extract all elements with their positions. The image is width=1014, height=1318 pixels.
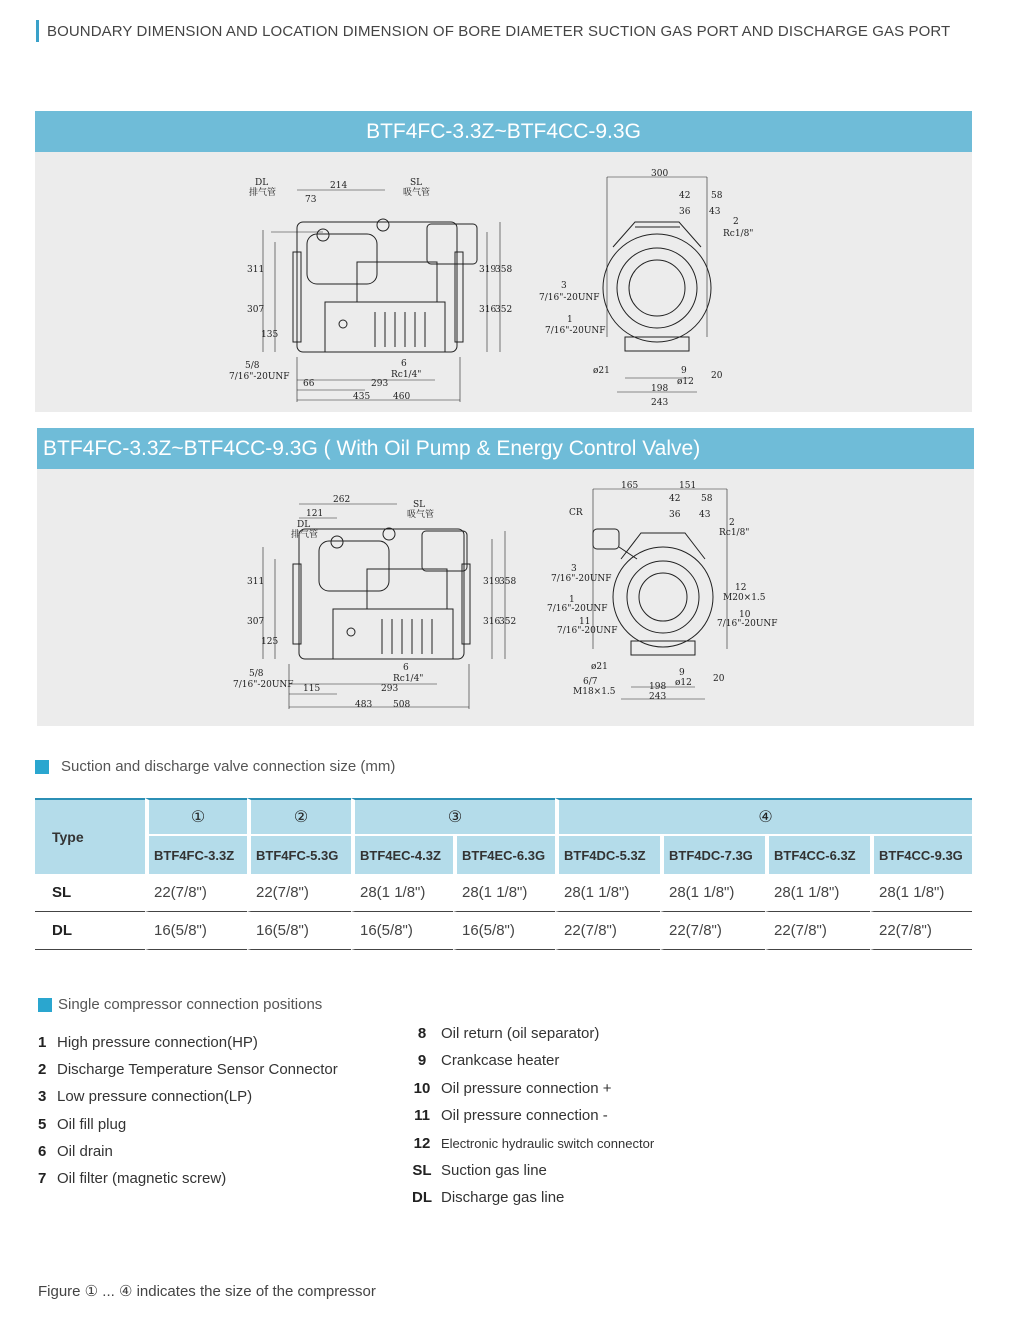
svg-text:12: 12 xyxy=(735,583,747,593)
svg-text:11: 11 xyxy=(579,617,591,627)
model-header: BTF4EC-4.3Z xyxy=(351,836,453,874)
table-cell: 16(5/8") xyxy=(453,912,555,950)
table-row-sl xyxy=(35,874,972,912)
group-header-2: ② xyxy=(247,798,351,836)
table-cell: 16(5/8") xyxy=(145,912,247,950)
svg-text:吸气管: 吸气管 xyxy=(403,188,431,198)
svg-text:311: 311 xyxy=(247,265,265,275)
table-cell: 28(1 1/8") xyxy=(351,874,453,912)
svg-text:Rc1/8": Rc1/8" xyxy=(723,229,754,239)
svg-text:6: 6 xyxy=(401,359,407,369)
svg-text:6: 6 xyxy=(403,663,409,673)
table-cell: 16(5/8") xyxy=(247,912,351,950)
type-header: Type xyxy=(35,798,145,874)
item-number: DL xyxy=(412,1189,432,1206)
svg-text:300: 300 xyxy=(651,169,669,179)
svg-text:DL: DL xyxy=(297,520,311,530)
svg-text:7/16"-20UNF: 7/16"-20UNF xyxy=(539,293,600,303)
svg-text:42: 42 xyxy=(669,494,681,504)
svg-text:135: 135 xyxy=(261,330,279,340)
svg-text:ø21: ø21 xyxy=(593,366,610,376)
svg-text:9: 9 xyxy=(681,366,687,376)
svg-text:7/16"-20UNF: 7/16"-20UNF xyxy=(233,680,294,690)
svg-text:吸气管: 吸气管 xyxy=(407,510,435,520)
table-section-label: Suction and discharge valve connection size (mm) xyxy=(61,758,396,775)
table-cell: 16(5/8") xyxy=(351,912,453,950)
item-text: Suction gas line xyxy=(441,1162,547,1179)
positions-section-title xyxy=(38,996,322,1013)
svg-text:58: 58 xyxy=(701,494,713,504)
table-cell: 22(7/8") xyxy=(555,912,660,950)
svg-text:319: 319 xyxy=(483,577,501,587)
svg-text:5/8: 5/8 xyxy=(245,361,260,371)
side-view-compressor-drawing xyxy=(293,219,477,352)
item-number: 12 xyxy=(413,1135,431,1152)
item-text: Oil pressure connection - xyxy=(441,1107,608,1124)
svg-text:36: 36 xyxy=(669,510,681,520)
side-view-labels xyxy=(233,495,516,710)
model-header: BTF4EC-6.3G xyxy=(453,836,555,874)
svg-text:262: 262 xyxy=(333,495,351,505)
svg-text:358: 358 xyxy=(495,265,513,275)
model-header: BTF4CC-6.3Z xyxy=(765,836,870,874)
svg-text:293: 293 xyxy=(381,684,399,694)
model-header: BTF4DC-7.3G xyxy=(660,836,765,874)
table-section-title xyxy=(35,758,395,775)
positions-section-label: Single compressor connection positions xyxy=(58,996,323,1013)
svg-text:73: 73 xyxy=(305,195,317,205)
item-number: 10 xyxy=(413,1080,431,1097)
svg-text:排气管: 排气管 xyxy=(249,188,277,198)
model-header: BTF4FC-5.3G xyxy=(247,836,351,874)
svg-text:125: 125 xyxy=(261,637,279,647)
svg-text:CR: CR xyxy=(569,508,583,518)
svg-text:435: 435 xyxy=(353,392,371,402)
svg-text:20: 20 xyxy=(713,674,725,684)
header-accent-bar xyxy=(36,20,39,42)
item-text: Oil filter (magnetic screw) xyxy=(57,1170,227,1187)
table-header-row-groups xyxy=(35,798,972,836)
svg-text:9: 9 xyxy=(679,668,685,678)
technical-drawing-oil-pump xyxy=(37,469,972,726)
table-cell: 28(1 1/8") xyxy=(660,874,765,912)
svg-text:198: 198 xyxy=(649,682,667,692)
item-text: Low pressure connection(LP) xyxy=(57,1088,253,1105)
svg-text:151: 151 xyxy=(679,481,697,491)
svg-text:58: 58 xyxy=(711,191,723,201)
list-item xyxy=(403,1135,654,1152)
svg-text:20: 20 xyxy=(711,371,723,381)
list-item xyxy=(403,1025,599,1042)
svg-text:66: 66 xyxy=(303,379,315,389)
item-number: 7 xyxy=(38,1170,47,1187)
svg-text:43: 43 xyxy=(699,510,711,520)
svg-text:316: 316 xyxy=(483,617,501,627)
item-text: Crankcase heater xyxy=(441,1052,560,1069)
svg-text:DL: DL xyxy=(255,178,269,188)
svg-text:10: 10 xyxy=(739,610,751,620)
panel-title-bar xyxy=(35,111,972,152)
list-item xyxy=(38,1034,258,1051)
table-cell: 22(7/8") xyxy=(247,874,351,912)
item-text: Oil fill plug xyxy=(57,1116,127,1133)
item-number: 6 xyxy=(38,1143,47,1160)
svg-text:7/16"-20UNF: 7/16"-20UNF xyxy=(557,626,618,636)
svg-text:508: 508 xyxy=(393,700,411,710)
end-view-labels xyxy=(539,169,753,408)
item-text: Oil drain xyxy=(57,1143,113,1160)
svg-text:316: 316 xyxy=(479,305,497,315)
table-row-dl xyxy=(35,912,972,950)
connection-size-table xyxy=(35,798,972,950)
table-cell: 22(7/8") xyxy=(660,912,765,950)
list-item xyxy=(403,1162,547,1179)
list-item xyxy=(38,1061,338,1078)
svg-text:243: 243 xyxy=(651,398,669,408)
panel-title: BTF4FC-3.3Z~BTF4CC-9.3G ( With Oil Pump & Energy Control Valve) xyxy=(43,436,701,460)
svg-text:352: 352 xyxy=(499,617,517,627)
svg-text:115: 115 xyxy=(303,684,321,694)
side-view-compressor-drawing xyxy=(293,528,470,659)
svg-text:214: 214 xyxy=(330,181,348,191)
svg-text:243: 243 xyxy=(649,692,667,702)
svg-text:ø12: ø12 xyxy=(677,377,694,387)
end-view-dimension-lines xyxy=(607,177,707,392)
end-view-compressor-drawing xyxy=(603,222,711,351)
list-item xyxy=(403,1052,559,1069)
svg-text:ø21: ø21 xyxy=(591,662,608,672)
svg-text:7/16"-20UNF: 7/16"-20UNF xyxy=(545,326,606,336)
svg-text:6/7: 6/7 xyxy=(583,677,598,687)
svg-text:M20×1.5: M20×1.5 xyxy=(723,593,766,603)
svg-text:Rc1/4": Rc1/4" xyxy=(391,370,422,380)
group-header-1: ① xyxy=(145,798,247,836)
section-marker-icon xyxy=(35,760,49,774)
page-header xyxy=(36,20,950,42)
svg-text:1: 1 xyxy=(569,595,575,605)
table-cell: 28(1 1/8") xyxy=(555,874,660,912)
svg-text:7/16"-20UNF: 7/16"-20UNF xyxy=(229,372,290,382)
svg-text:ø12: ø12 xyxy=(675,678,692,688)
model-header: BTF4DC-5.3Z xyxy=(555,836,660,874)
panel-title: BTF4FC-3.3Z~BTF4CC-9.3G xyxy=(366,119,641,143)
item-text: Discharge Temperature Sensor Connector xyxy=(57,1061,338,1078)
list-item xyxy=(38,1116,126,1133)
item-number: 11 xyxy=(414,1107,430,1124)
svg-text:311: 311 xyxy=(247,577,265,587)
svg-text:483: 483 xyxy=(355,700,373,710)
table-cell: 22(7/8") xyxy=(765,912,870,950)
list-item xyxy=(38,1170,226,1187)
table-cell: 28(1 1/8") xyxy=(453,874,555,912)
item-number: 8 xyxy=(417,1025,427,1042)
svg-text:7/16"-20UNF: 7/16"-20UNF xyxy=(717,619,778,629)
technical-drawing-standard xyxy=(35,152,972,412)
svg-text:358: 358 xyxy=(499,577,517,587)
table-cell: 28(1 1/8") xyxy=(870,874,972,912)
model-header: BTF4FC-3.3Z xyxy=(145,836,247,874)
item-number: 2 xyxy=(38,1061,47,1078)
list-item xyxy=(403,1189,564,1206)
svg-text:42: 42 xyxy=(679,191,691,201)
svg-text:460: 460 xyxy=(393,392,411,402)
svg-text:7/16"-20UNF: 7/16"-20UNF xyxy=(547,604,608,614)
item-text: High pressure connection(HP) xyxy=(57,1034,258,1051)
svg-text:2: 2 xyxy=(729,518,735,528)
svg-text:3: 3 xyxy=(571,564,577,574)
row-label: SL xyxy=(35,874,145,912)
item-text: Discharge gas line xyxy=(441,1189,565,1206)
section-marker-icon xyxy=(38,998,52,1012)
list-item xyxy=(403,1080,612,1097)
page-title: BOUNDARY DIMENSION AND LOCATION DIMENSION OF BORE DIAMETER SUCTION GAS PORT AND DISCHARGE GAS PORT xyxy=(47,22,951,40)
item-number: 3 xyxy=(38,1088,47,1105)
group-header-3: ③ xyxy=(351,798,555,836)
svg-text:M18×1.5: M18×1.5 xyxy=(573,687,616,697)
panel-title-bar xyxy=(37,428,974,469)
row-label: DL xyxy=(35,912,145,950)
svg-text:352: 352 xyxy=(495,305,513,315)
svg-text:198: 198 xyxy=(651,384,669,394)
table-cell: 28(1 1/8") xyxy=(765,874,870,912)
side-view-labels xyxy=(229,178,512,402)
footer-note: Figure ① ... ④ indicates the size of the compressor xyxy=(38,1283,376,1300)
table-header-row-models xyxy=(35,836,972,874)
group-header-4: ④ xyxy=(555,798,972,836)
end-view-compressor-drawing xyxy=(593,529,713,655)
svg-text:1: 1 xyxy=(567,315,573,325)
model-header: BTF4CC-9.3G xyxy=(870,836,972,874)
item-number: 9 xyxy=(417,1052,427,1069)
list-item xyxy=(403,1107,608,1124)
svg-text:2: 2 xyxy=(733,217,739,227)
item-text: Electronic hydraulic switch connector xyxy=(441,1136,655,1151)
svg-text:307: 307 xyxy=(247,305,265,315)
svg-text:SL: SL xyxy=(413,500,426,510)
svg-text:排气管: 排气管 xyxy=(291,530,319,540)
item-number: SL xyxy=(412,1162,432,1179)
drawing-panel-oil-pump xyxy=(37,428,974,726)
svg-text:293: 293 xyxy=(371,379,389,389)
item-text: Oil pressure connection + xyxy=(441,1080,612,1097)
item-number: 1 xyxy=(38,1034,47,1051)
table-cell: 22(7/8") xyxy=(870,912,972,950)
item-number: 5 xyxy=(38,1116,47,1133)
drawing-panel-standard xyxy=(35,111,972,412)
svg-text:SL: SL xyxy=(410,178,423,188)
svg-text:319: 319 xyxy=(479,265,497,275)
table-cell: 22(7/8") xyxy=(145,874,247,912)
svg-text:43: 43 xyxy=(709,207,721,217)
svg-text:165: 165 xyxy=(621,481,639,491)
list-item xyxy=(38,1088,252,1105)
item-text: Oil return (oil separator) xyxy=(441,1025,600,1042)
svg-text:Rc1/4": Rc1/4" xyxy=(393,674,424,684)
svg-text:Rc1/8": Rc1/8" xyxy=(719,528,750,538)
list-item xyxy=(38,1143,113,1160)
end-view-labels xyxy=(547,481,778,702)
svg-text:3: 3 xyxy=(561,281,567,291)
svg-text:36: 36 xyxy=(679,207,691,217)
svg-text:7/16"-20UNF: 7/16"-20UNF xyxy=(551,574,612,584)
svg-text:5/8: 5/8 xyxy=(249,669,264,679)
svg-text:307: 307 xyxy=(247,617,265,627)
svg-text:121: 121 xyxy=(306,509,324,519)
